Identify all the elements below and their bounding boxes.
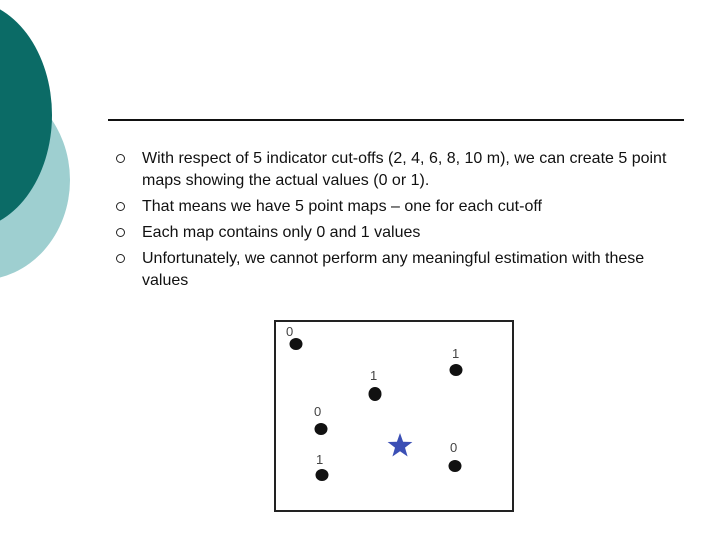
map-point [316,452,329,481]
bullet-text: Unfortunately, we cannot perform any meaningful estimation with these values [142,250,645,289]
point-dot [450,364,463,376]
point-label: 0 [450,440,458,455]
point-label: 1 [452,346,460,361]
bullet-item [116,248,686,292]
point-dot [449,460,462,472]
star-icon [388,433,413,457]
map-point [449,440,462,472]
bullet-circle-icon [116,154,125,163]
map-point [450,346,463,376]
bullet-text: That means we have 5 point maps – one for each cut-off [142,198,542,215]
bullet-text: With respect of 5 indicator cut-offs (2, 4, 6, 8, 10 m), we can create 5 point maps showing the actual values (0 or 1). [142,150,667,189]
bullet-circle-icon [116,202,125,211]
point-label: 1 [316,452,324,467]
bullet-text: Each map contains only 0 and 1 values [142,224,421,241]
bullet-circle-icon [116,254,125,263]
point-label: 0 [314,404,322,419]
bullet-circle-icon [116,228,125,237]
point-dot [315,423,328,435]
point-label: 0 [286,324,294,339]
point-map [274,320,514,512]
bullet-item [116,222,686,244]
map-point [314,404,328,435]
map-point [369,368,382,401]
bullet-item [116,148,686,192]
map-point [286,324,303,350]
bullet-item [116,196,686,218]
point-dot [369,387,382,401]
title-divider [108,119,684,121]
point-label: 1 [370,368,378,383]
point-dot [316,469,329,481]
bullet-list [116,148,686,296]
point-map-canvas [276,322,512,510]
point-dot [290,338,303,350]
